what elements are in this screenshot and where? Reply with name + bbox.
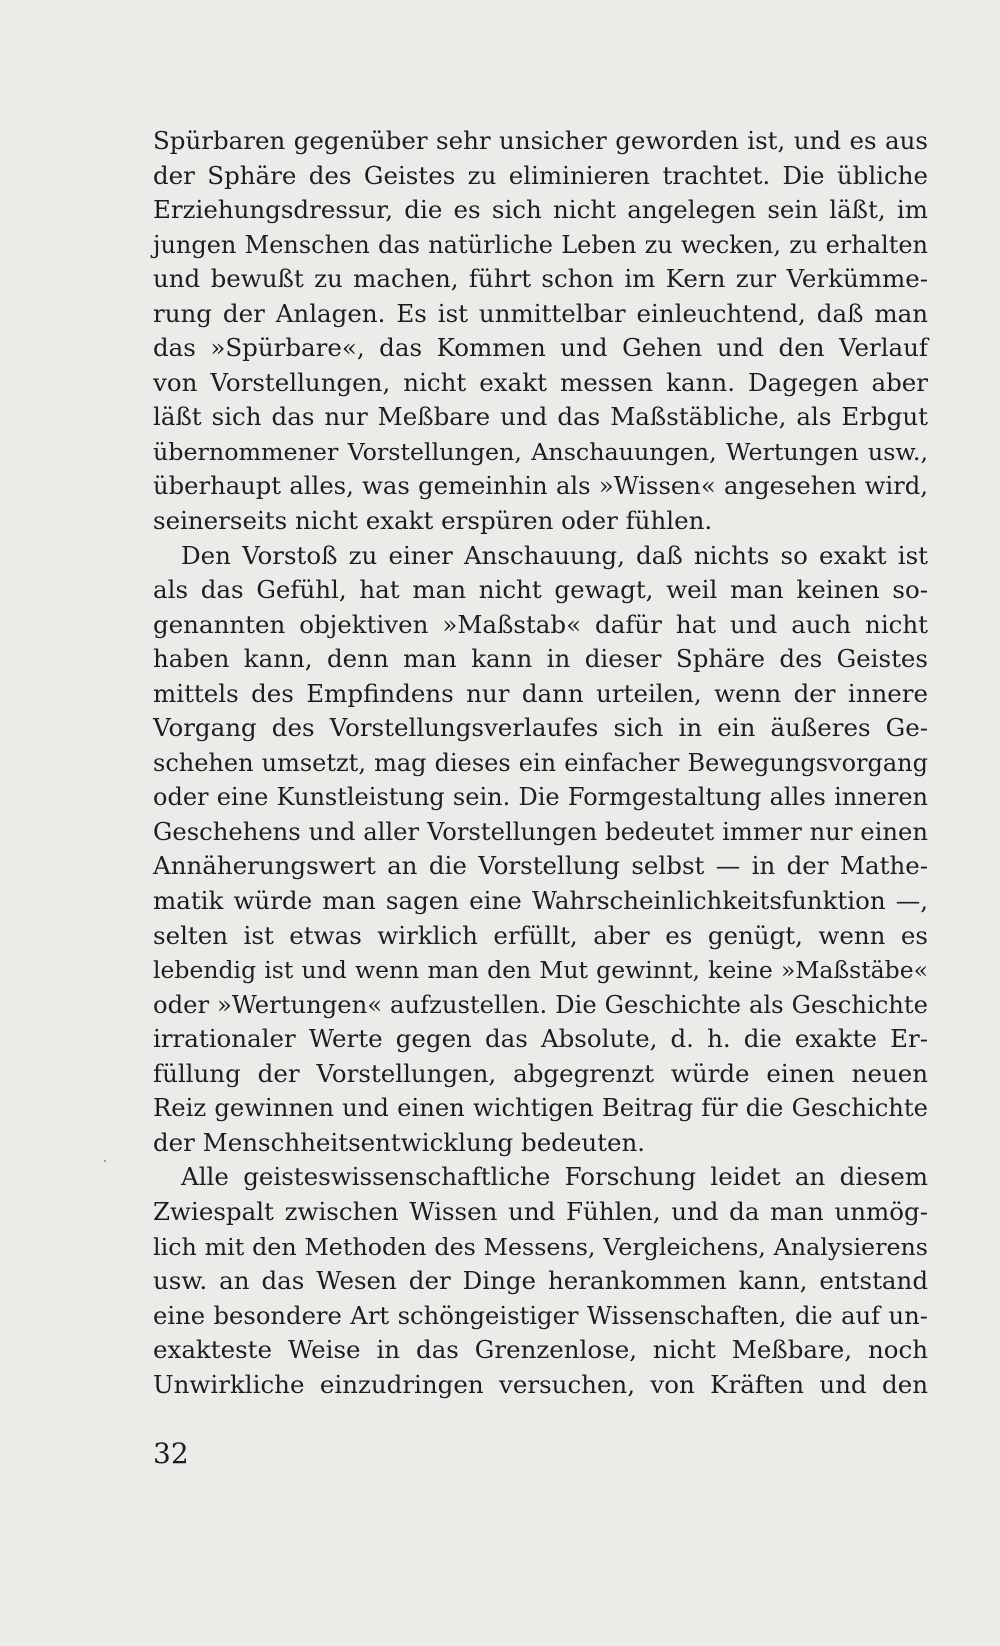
text-line: oder »Wertungen« aufzustellen. Die Geschichte als Geschichte (153, 989, 928, 1019)
text-line: Geschehens und aller Vorstellungen bedeutet immer nur einen (153, 816, 928, 846)
text-line: irrationaler Werte gegen das Absolute, d. h. die exakte Er- (153, 1024, 928, 1054)
text-line: eine besondere Art schöngeistiger Wissenschaften, die auf un- (153, 1300, 928, 1330)
body-text (153, 124, 928, 1402)
text-line: selten ist etwas wirklich erfüllt, aber es genügt, wenn es (153, 920, 928, 950)
text-line: der Sphäre des Geistes zu eliminieren trachtet. Die übliche (153, 160, 928, 190)
text-line: von Vorstellungen, nicht exakt messen kann. Dagegen aber (153, 367, 928, 397)
text-line: oder eine Kunstleistung sein. Die Formgestaltung alles inneren (153, 783, 928, 812)
text-line: schehen umsetzt, mag dieses ein einfacher Bewegungsvorgang (153, 748, 928, 777)
text-line: Den Vorstoß zu einer Anschauung, daß nichts so exakt ist (181, 540, 928, 570)
page-number: 32 (153, 1437, 189, 1470)
text-line: genannten objektiven »Maßstab« dafür hat und auch nicht (153, 609, 928, 639)
text-line: Annäherungswert an die Vorstellung selbst — in der Mathe- (153, 851, 928, 881)
paragraph (153, 539, 928, 1161)
text-line: rung der Anlagen. Es ist unmittelbar einleuchtend, daß man (153, 298, 928, 328)
text-line: Zwiespalt zwischen Wissen und Fühlen, und da man unmög- (153, 1196, 928, 1226)
text-line: Erziehungsdressur, die es sich nicht angelegen sein läßt, im (153, 195, 928, 225)
text-line: matik würde man sagen eine Wahrscheinlichkeitsfunktion —, (153, 886, 928, 916)
paper-speck (104, 1160, 106, 1162)
text-line: haben kann, denn man kann in dieser Sphäre des Geistes (153, 644, 928, 674)
text-line: und bewußt zu machen, führt schon im Kern zur Verkümme- (153, 264, 928, 294)
paragraph (153, 1160, 928, 1402)
text-line: Spürbaren gegenüber sehr unsicher geworden ist, und es aus (153, 126, 928, 155)
text-line: das »Spürbare«, das Kommen und Gehen und den Verlauf (153, 333, 928, 363)
text-line: übernommener Vorstellungen, Anschauungen, Wertungen usw., (153, 437, 928, 466)
text-line: mittels des Empfindens nur dann urteilen, wenn der innere (153, 678, 928, 708)
text-line: Vorgang des Vorstellungsverlaufes sich in ein äußeres Ge- (153, 713, 928, 743)
text-line: als das Gefühl, hat man nicht gewagt, weil man keinen so- (153, 575, 928, 605)
text-line: lich mit den Methoden des Messens, Vergleichens, Analysierens (153, 1232, 928, 1261)
text-line: Reiz gewinnen und einen wichtigen Beitrag für die Geschichte (153, 1093, 928, 1123)
text-line: lebendig ist und wenn man den Mut gewinnt, keine »Maßstäbe« (153, 956, 928, 985)
paragraph (153, 124, 928, 539)
text-line: der Menschheitsentwicklung bedeuten. (153, 1127, 646, 1157)
text-line: läßt sich das nur Meßbare und das Maßstäbliche, als Erbgut (153, 402, 928, 432)
text-line: Unwirkliche einzudringen versuchen, von Kräften und den (153, 1369, 928, 1399)
text-line: jungen Menschen das natürliche Leben zu wecken, zu erhalten (153, 230, 928, 259)
text-line: seinerseits nicht exakt erspüren oder fühlen. (153, 506, 713, 536)
text-line: exakteste Weise in das Grenzenlose, nicht Meßbare, noch (153, 1335, 928, 1365)
text-line: überhaupt alles, was gemeinhin als »Wissen« angesehen wird, (153, 471, 928, 501)
text-line: usw. an das Wesen der Dinge herankommen kann, entstand (153, 1266, 928, 1296)
text-line: Alle geisteswissenschaftliche Forschung leidet an diesem (181, 1162, 928, 1192)
text-line: füllung der Vorstellungen, abgegrenzt würde einen neuen (153, 1058, 928, 1088)
